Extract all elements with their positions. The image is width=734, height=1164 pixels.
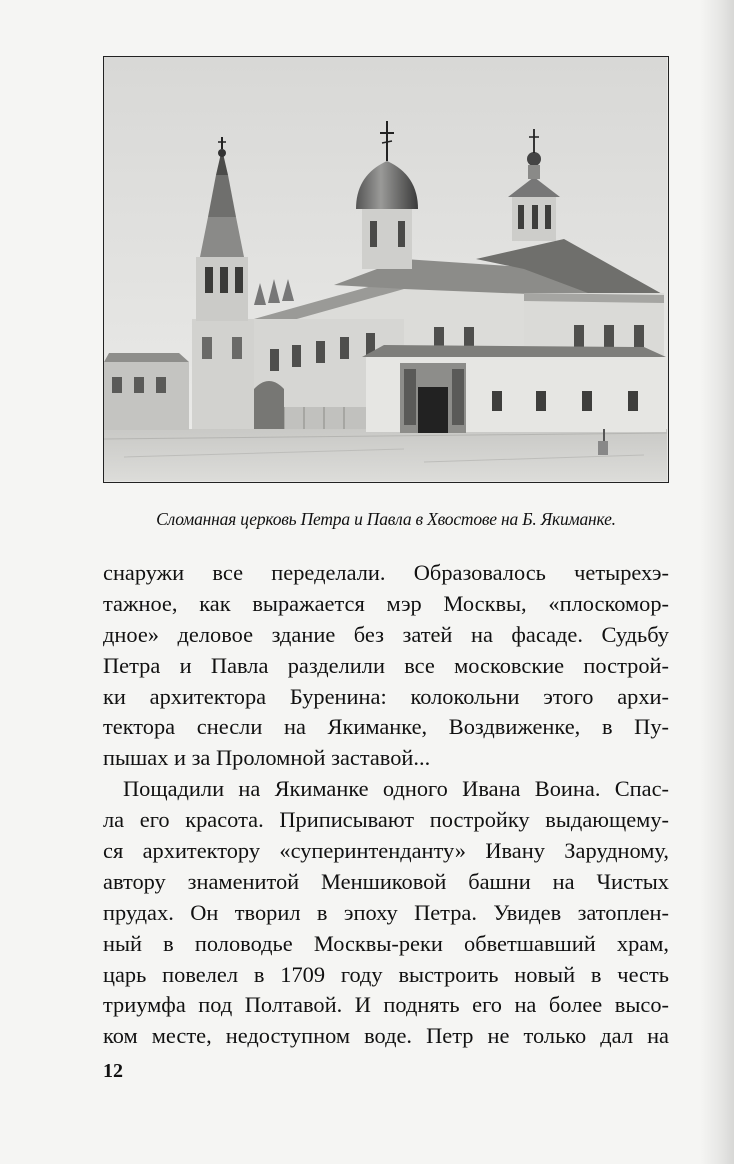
text-line: ный в половодье Москвы-реки обветшавший храм, [103,930,669,956]
text-line: Петра и Павла разделили все московские построй- [103,652,669,678]
page-number: 12 [103,1060,123,1082]
text-line: триумфа под Полтавой. И поднять его на более высо- [103,992,669,1018]
text-line: тажное, как выражается мэр Москвы, «плоскомор- [103,590,669,616]
text-line: ла его красота. Приписывают постройку выдающему- [103,807,669,833]
body-text [103,558,669,1052]
text-line: Пощадили на Якиманке одного Ивана Воина. Спас- [123,776,669,802]
text-line: тектора снесли на Якиманке, Воздвиженке, в Пу- [103,714,669,740]
text-line: ком месте, недоступном воде. Петр не только дал на [103,1023,669,1049]
text-line: снаружи все переделали. Образовалось четырехэ- [103,560,669,585]
text-line: дное» деловое здание без затей на фасаде. Судьбу [103,621,669,647]
text-line: прудах. Он творил в эпоху Петра. Увидев затоплен- [103,899,669,925]
text-line: ки архитектора Буренина: колокольни этого архи- [103,683,669,709]
text-line: автору знаменитой Меншиковой башни на Чистых [103,868,669,894]
text-line: царь повелел в 1709 году выстроить новый в честь [103,961,669,987]
church-photograph [103,56,669,483]
text-line: пышах и за Проломной заставой... [103,745,431,771]
photo-caption: Сломанная церковь Петра и Павла в Хвостове на Б. Якиманке. [156,509,616,529]
text-line: ся архитектору «суперинтенданту» Ивану Зарудному, [103,838,669,864]
